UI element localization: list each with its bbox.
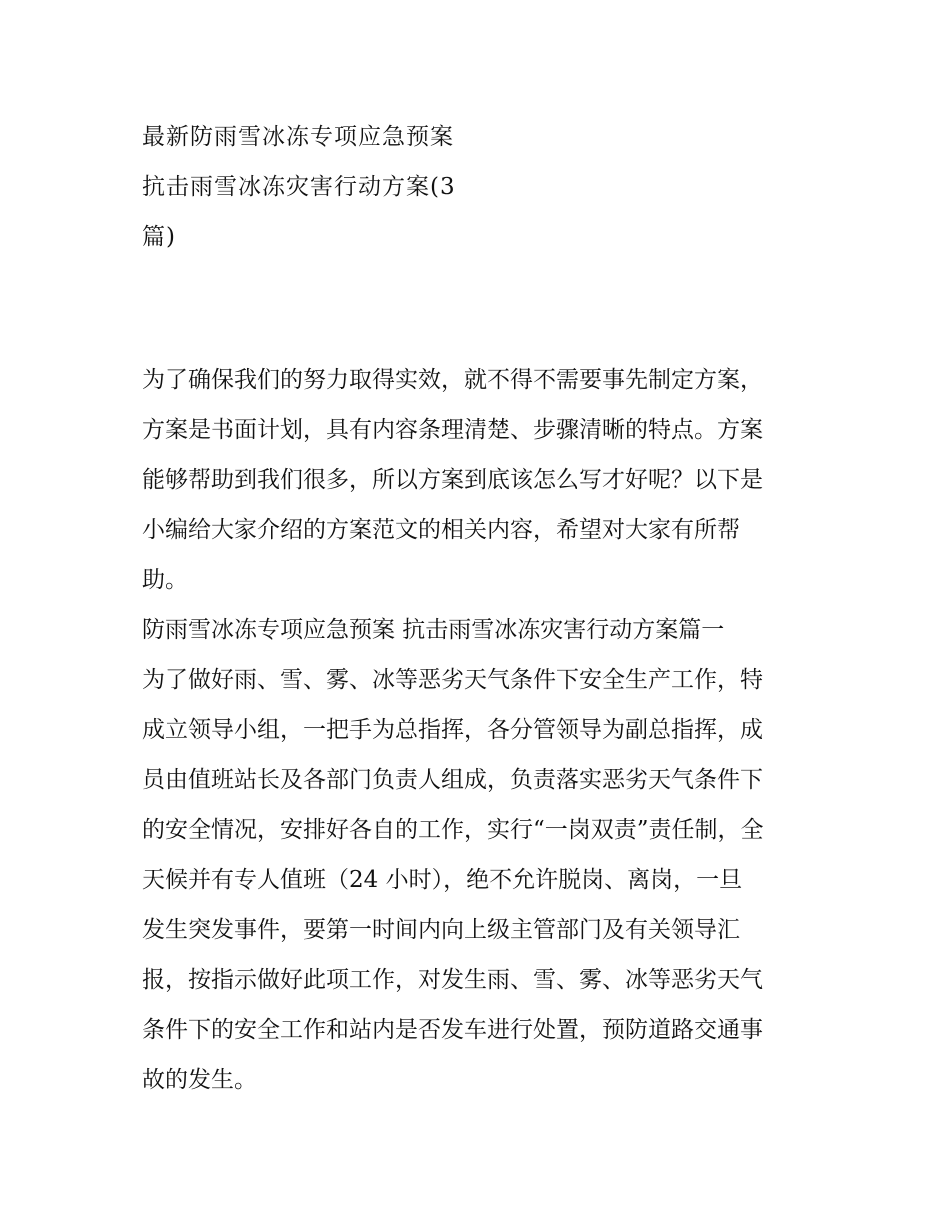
body-line: 条件下的安全工作和站内是否发车进行处置，预防道路交通事	[142, 1017, 763, 1043]
title-line: 篇)	[142, 224, 176, 250]
title-line: 最新防雨雪冰冻专项应急预案	[142, 124, 454, 150]
intro-line: 小编给大家介绍的方案范文的相关内容，希望对大家有所帮	[142, 517, 740, 543]
intro-line: 为了确保我们的努力取得实效，就不得不需要事先制定方案，	[142, 367, 763, 393]
document-title	[142, 112, 822, 262]
body-line: 的安全情况，安排好各自的工作，实行“一岗双责”责任制，全	[142, 817, 764, 843]
body-paragraph	[142, 655, 822, 1105]
body-line: 故的发生。	[142, 1067, 257, 1093]
intro-line: 方案是书面计划，具有内容条理清楚、步骤清晰的特点。方案	[142, 417, 763, 443]
intro-line: 能够帮助到我们很多，所以方案到底该怎么写才好呢？以下是	[142, 467, 763, 493]
body-line: 天候并有专人值班（24 小时），绝不允许脱岗、离岗，一旦	[142, 867, 743, 893]
title-line: 抗击雨雪冰冻灾害行动方案(3	[142, 174, 456, 200]
intro-paragraph	[142, 355, 822, 605]
body-line: 为了做好雨、雪、雾、冰等恶劣天气条件下安全生产工作，特	[142, 667, 763, 693]
intro-line: 助。	[142, 567, 188, 593]
body-line: 员由值班站长及各部门负责人组成，负责落实恶劣天气条件下	[142, 767, 763, 793]
section-heading: 防雨雪冰冻专项应急预案 抗击雨雪冰冻灾害行动方案篇一	[142, 617, 725, 643]
body-line: 发生突发事件，要第一时间内向上级主管部门及有关领导汇	[142, 917, 740, 943]
body-line: 成立领导小组，一把手为总指挥，各分管领导为副总指挥，成	[142, 717, 763, 743]
document-body	[142, 355, 822, 1105]
body-line: 报，按指示做好此项工作，对发生雨、雪、雾、冰等恶劣天气	[142, 967, 763, 993]
